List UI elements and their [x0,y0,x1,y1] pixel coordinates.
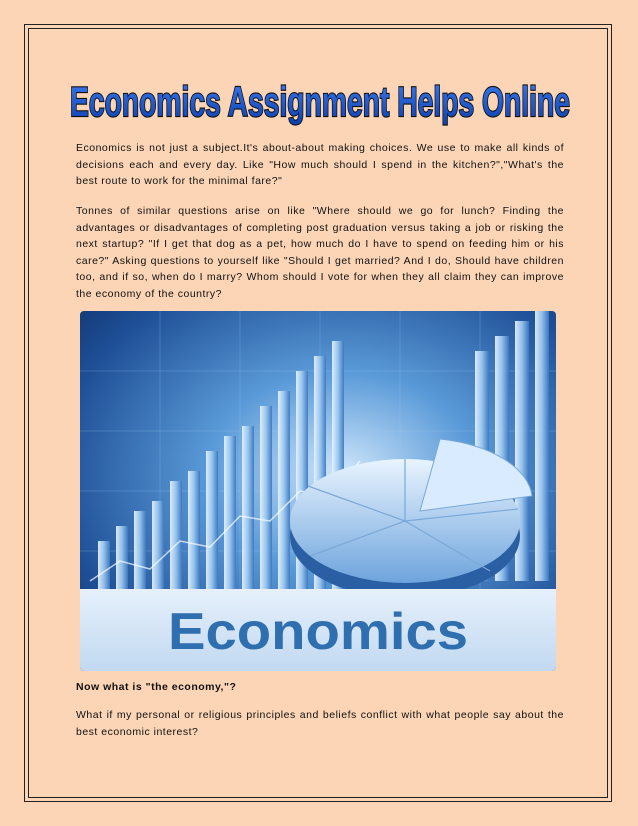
paragraph-questions: Tonnes of similar questions arise on like "Where should we go for lunch? Finding the advantages or disadvantages of completing post graduation versus taking a job or risking the next startup? "If I get that dog as a pet, how much do I have to spend on feeding him or his care?" Asking questions to yourself like "Should I get married? And I do, Should have children too, and if so, when do I marry? Whom should I vote for when they all claim they can improve the economy of the country? [76,205,564,300]
page-title [60,58,580,138]
paragraph-intro: Economics is not just a subject.It's about-about making choices. We use to make all kinds of decisions each and every day. Like "How much should I spend in the kitchen?","What's the best route to work for the minimal fare?" [76,142,564,187]
economics-image [80,311,556,671]
paragraph-closing: What if my personal or religious principles and beliefs conflict with what people say about the best economic interest? [76,709,564,738]
image-economics-label: Economics [168,603,468,661]
section-heading: Now what is "the economy,"? [76,681,237,693]
title-text: Economics Assignment Helps Online [70,78,570,125]
